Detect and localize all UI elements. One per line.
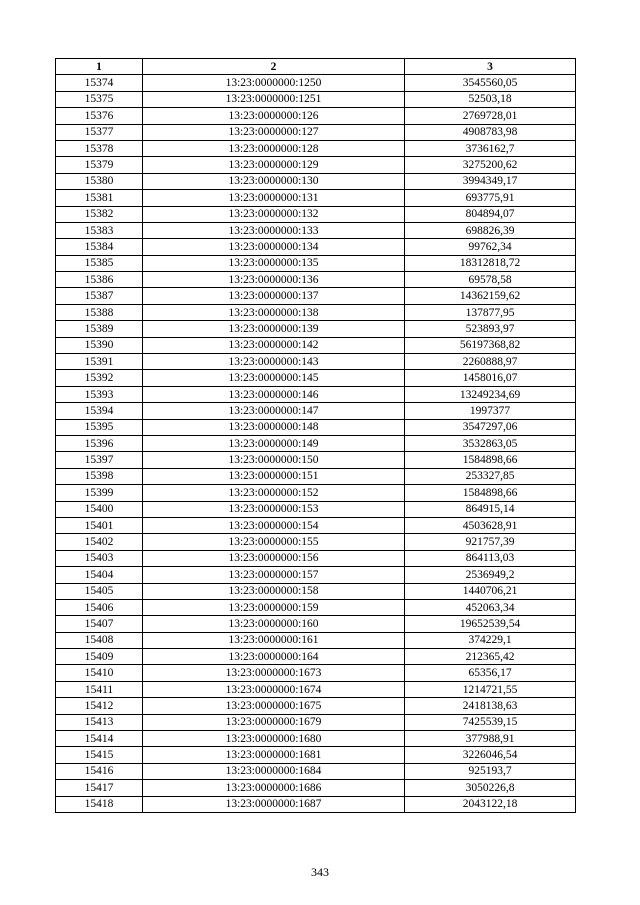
row-number-cell: 15382 [56,206,143,222]
row-number-cell: 15405 [56,583,143,599]
cadastral-number-cell: 13:23:0000000:147 [143,403,405,419]
table-row [56,763,576,779]
value-cell: 804894,07 [405,206,576,222]
value-cell: 56197368,82 [405,337,576,353]
cadastral-number-cell: 13:23:0000000:138 [143,304,405,320]
row-number-cell: 15376 [56,108,143,124]
table-row [56,140,576,156]
table-row [56,796,576,812]
row-number-cell: 15386 [56,272,143,288]
cadastral-number-cell: 13:23:0000000:131 [143,190,405,206]
cadastral-number-cell: 13:23:0000000:1250 [143,75,405,91]
value-cell: 925193,7 [405,763,576,779]
value-cell: 3532863,05 [405,435,576,451]
cadastral-number-cell: 13:23:0000000:127 [143,124,405,140]
row-number-cell: 15390 [56,337,143,353]
cadastral-number-cell: 13:23:0000000:145 [143,370,405,386]
table-row [56,485,576,501]
value-cell: 7425539,15 [405,714,576,730]
cadastral-number-cell: 13:23:0000000:153 [143,501,405,517]
table-row [56,272,576,288]
row-number-cell: 15389 [56,321,143,337]
cadastral-number-cell: 13:23:0000000:157 [143,567,405,583]
table-row [56,108,576,124]
row-number-cell: 15391 [56,354,143,370]
row-number-cell: 15380 [56,173,143,189]
row-number-cell: 15394 [56,403,143,419]
value-cell: 18312818,72 [405,255,576,271]
table-row [56,681,576,697]
cadastral-number-cell: 13:23:0000000:133 [143,222,405,238]
cadastral-number-cell: 13:23:0000000:1679 [143,714,405,730]
cadastral-number-cell: 13:23:0000000:1680 [143,731,405,747]
cadastral-number-cell: 13:23:0000000:164 [143,649,405,665]
value-cell: 377988,91 [405,731,576,747]
value-cell: 1997377 [405,403,576,419]
table-row [56,714,576,730]
value-cell: 1458016,07 [405,370,576,386]
column-header-2: 2 [143,59,405,75]
table-row [56,239,576,255]
table-row [56,501,576,517]
value-cell: 523893,97 [405,321,576,337]
value-cell: 1584898,66 [405,452,576,468]
cadastral-number-cell: 13:23:0000000:155 [143,534,405,550]
cadastral-number-cell: 13:23:0000000:148 [143,419,405,435]
row-number-cell: 15392 [56,370,143,386]
table-row [56,567,576,583]
row-number-cell: 15408 [56,632,143,648]
value-cell: 3545560,05 [405,75,576,91]
value-cell: 864113,03 [405,550,576,566]
table-row [56,304,576,320]
value-cell: 1440706,21 [405,583,576,599]
cadastral-number-cell: 13:23:0000000:152 [143,485,405,501]
table-row [56,222,576,238]
value-cell: 921757,39 [405,534,576,550]
data-table [55,58,576,813]
row-number-cell: 15374 [56,75,143,91]
row-number-cell: 15396 [56,435,143,451]
value-cell: 3736162,7 [405,140,576,156]
row-number-cell: 15381 [56,190,143,206]
value-cell: 99762,34 [405,239,576,255]
table-row [56,616,576,632]
cadastral-number-cell: 13:23:0000000:161 [143,632,405,648]
cadastral-number-cell: 13:23:0000000:128 [143,140,405,156]
cadastral-number-cell: 13:23:0000000:1673 [143,665,405,681]
table-row [56,698,576,714]
table-row [56,370,576,386]
row-number-cell: 15379 [56,157,143,173]
table-row [56,599,576,615]
table-row [56,747,576,763]
cadastral-number-cell: 13:23:0000000:156 [143,550,405,566]
cadastral-number-cell: 13:23:0000000:146 [143,386,405,402]
value-cell: 137877,95 [405,304,576,320]
row-number-cell: 15413 [56,714,143,730]
cadastral-number-cell: 13:23:0000000:1681 [143,747,405,763]
table-row [56,255,576,271]
row-number-cell: 15399 [56,485,143,501]
value-cell: 3050226,8 [405,780,576,796]
column-header-3: 3 [405,59,576,75]
value-cell: 212365,42 [405,649,576,665]
column-header-1: 1 [56,59,143,75]
table-row [56,321,576,337]
table-row [56,649,576,665]
value-cell: 52503,18 [405,91,576,107]
table-row [56,337,576,353]
cadastral-number-cell: 13:23:0000000:158 [143,583,405,599]
cadastral-number-cell: 13:23:0000000:143 [143,354,405,370]
cadastral-number-cell: 13:23:0000000:1674 [143,681,405,697]
table-row [56,75,576,91]
row-number-cell: 15418 [56,796,143,812]
table-row [56,452,576,468]
cadastral-number-cell: 13:23:0000000:160 [143,616,405,632]
cadastral-number-cell: 13:23:0000000:134 [143,239,405,255]
row-number-cell: 15397 [56,452,143,468]
row-number-cell: 15384 [56,239,143,255]
table-row [56,731,576,747]
value-cell: 2769728,01 [405,108,576,124]
cadastral-number-cell: 13:23:0000000:1686 [143,780,405,796]
table-row [56,632,576,648]
value-cell: 693775,91 [405,190,576,206]
cadastral-number-cell: 13:23:0000000:1251 [143,91,405,107]
table-row [56,419,576,435]
cadastral-number-cell: 13:23:0000000:135 [143,255,405,271]
table-row [56,288,576,304]
row-number-cell: 15378 [56,140,143,156]
table-row [56,91,576,107]
row-number-cell: 15410 [56,665,143,681]
row-number-cell: 15402 [56,534,143,550]
row-number-cell: 15407 [56,616,143,632]
value-cell: 3547297,06 [405,419,576,435]
cadastral-number-cell: 13:23:0000000:154 [143,517,405,533]
cadastral-number-cell: 13:23:0000000:150 [143,452,405,468]
value-cell: 698826,39 [405,222,576,238]
row-number-cell: 15415 [56,747,143,763]
value-cell: 14362159,62 [405,288,576,304]
table-row [56,517,576,533]
table-row [56,173,576,189]
row-number-cell: 15411 [56,681,143,697]
value-cell: 3994349,17 [405,173,576,189]
table-row [56,354,576,370]
value-cell: 4503628,91 [405,517,576,533]
value-cell: 452063,34 [405,599,576,615]
value-cell: 2418138,63 [405,698,576,714]
row-number-cell: 15375 [56,91,143,107]
value-cell: 3226046,54 [405,747,576,763]
table-row [56,403,576,419]
row-number-cell: 15377 [56,124,143,140]
cadastral-number-cell: 13:23:0000000:1687 [143,796,405,812]
cadastral-number-cell: 13:23:0000000:142 [143,337,405,353]
page-number: 343 [311,865,329,879]
value-cell: 1584898,66 [405,485,576,501]
row-number-cell: 15401 [56,517,143,533]
row-number-cell: 15398 [56,468,143,484]
cadastral-number-cell: 13:23:0000000:1684 [143,763,405,779]
row-number-cell: 15403 [56,550,143,566]
cadastral-number-cell: 13:23:0000000:136 [143,272,405,288]
value-cell: 3275200,62 [405,157,576,173]
cadastral-number-cell: 13:23:0000000:139 [143,321,405,337]
table-row [56,157,576,173]
table-row [56,468,576,484]
table-row [56,550,576,566]
table-row [56,583,576,599]
table-row [56,665,576,681]
value-cell: 374229,1 [405,632,576,648]
value-cell: 65356,17 [405,665,576,681]
table-row [56,780,576,796]
value-cell: 1214721,55 [405,681,576,697]
row-number-cell: 15385 [56,255,143,271]
value-cell: 864915,14 [405,501,576,517]
value-cell: 253327,85 [405,468,576,484]
row-number-cell: 15406 [56,599,143,615]
table-header-row [56,59,576,75]
row-number-cell: 15388 [56,304,143,320]
cadastral-number-cell: 13:23:0000000:151 [143,468,405,484]
value-cell: 69578,58 [405,272,576,288]
cadastral-number-cell: 13:23:0000000:130 [143,173,405,189]
table-row [56,386,576,402]
table-row [56,534,576,550]
value-cell: 4908783,98 [405,124,576,140]
cadastral-number-cell: 13:23:0000000:132 [143,206,405,222]
row-number-cell: 15416 [56,763,143,779]
row-number-cell: 15412 [56,698,143,714]
table-body [56,75,576,813]
cadastral-number-cell: 13:23:0000000:159 [143,599,405,615]
value-cell: 2536949,2 [405,567,576,583]
row-number-cell: 15414 [56,731,143,747]
value-cell: 2043122,18 [405,796,576,812]
table-row [56,206,576,222]
row-number-cell: 15417 [56,780,143,796]
cadastral-number-cell: 13:23:0000000:1675 [143,698,405,714]
cadastral-number-cell: 13:23:0000000:126 [143,108,405,124]
value-cell: 2260888,97 [405,354,576,370]
cadastral-number-cell: 13:23:0000000:129 [143,157,405,173]
row-number-cell: 15409 [56,649,143,665]
table-row [56,124,576,140]
cadastral-number-cell: 13:23:0000000:149 [143,435,405,451]
cadastral-number-cell: 13:23:0000000:137 [143,288,405,304]
row-number-cell: 15383 [56,222,143,238]
table-row [56,190,576,206]
row-number-cell: 15400 [56,501,143,517]
table-row [56,435,576,451]
row-number-cell: 15387 [56,288,143,304]
value-cell: 13249234,69 [405,386,576,402]
row-number-cell: 15395 [56,419,143,435]
row-number-cell: 15404 [56,567,143,583]
row-number-cell: 15393 [56,386,143,402]
value-cell: 19652539,54 [405,616,576,632]
